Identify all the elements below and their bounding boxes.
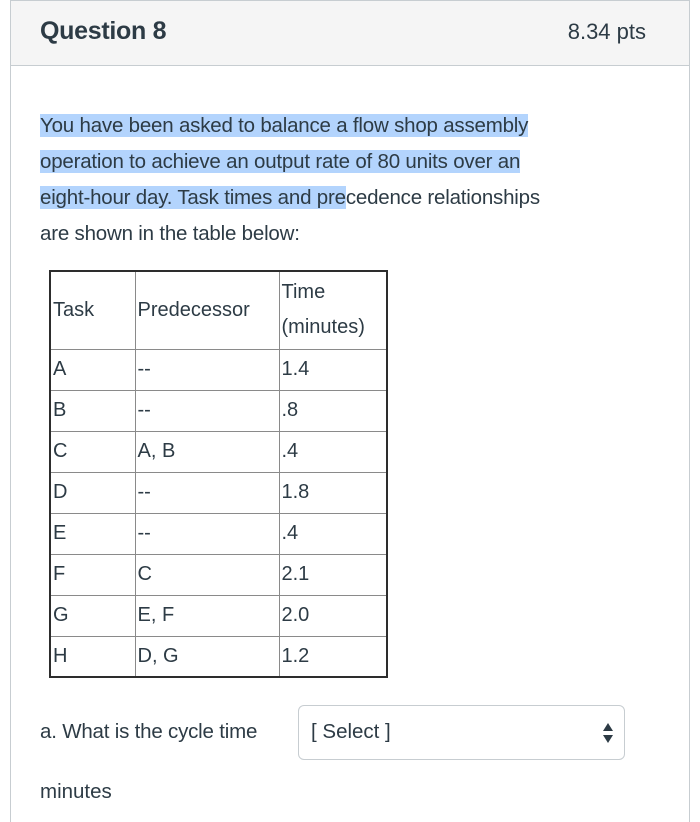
part-a-label: a. What is the cycle time	[40, 720, 258, 743]
prompt-line-2: operation to achieve an output rate of 80 units over an	[40, 150, 521, 173]
table-row	[50, 513, 387, 554]
cell-predecessor: --	[135, 472, 279, 513]
cell-time: .8	[279, 390, 387, 431]
cell-time: 1.8	[279, 472, 387, 513]
prompt-text	[40, 108, 640, 252]
header-predecessor: Predecessor	[135, 271, 279, 349]
prompt-line-4: are shown in the table below:	[40, 222, 300, 245]
cell-predecessor: --	[135, 349, 279, 390]
cell-time: 1.2	[279, 636, 387, 677]
cell-time: .4	[279, 513, 387, 554]
cell-task: A	[50, 349, 135, 390]
cell-task: H	[50, 636, 135, 677]
question-prompt	[40, 108, 640, 252]
table-row	[50, 349, 387, 390]
prompt-line-1: You have been asked to balance a flow shop assembly	[40, 114, 529, 137]
prompt-line-3-rest: cedence relationships	[345, 186, 540, 209]
table-row	[50, 431, 387, 472]
prompt-line-3-highlighted: eight-hour day. Task times and pre	[40, 186, 346, 209]
header-time-line2: (minutes)	[281, 316, 365, 339]
up-down-caret-icon	[602, 721, 614, 745]
header-time-line1: Time	[281, 281, 326, 304]
header-time	[279, 271, 387, 349]
cell-predecessor: A, B	[135, 431, 279, 472]
cell-predecessor: E, F	[135, 595, 279, 636]
cell-time: 2.0	[279, 595, 387, 636]
table-row	[50, 636, 387, 677]
table-row	[50, 390, 387, 431]
question-title: Question 8	[40, 17, 167, 45]
cell-time: 1.4	[279, 349, 387, 390]
cell-task: E	[50, 513, 135, 554]
cell-task: F	[50, 554, 135, 595]
table-header-row	[50, 271, 387, 349]
cycle-time-select[interactable]	[298, 705, 625, 760]
table-row	[50, 472, 387, 513]
cell-time: 2.1	[279, 554, 387, 595]
cell-task: B	[50, 390, 135, 431]
task-table	[49, 270, 388, 678]
part-a-units: minutes	[40, 780, 112, 803]
cell-predecessor: C	[135, 554, 279, 595]
cell-predecessor: --	[135, 390, 279, 431]
cell-task: D	[50, 472, 135, 513]
cell-task: C	[50, 431, 135, 472]
cell-time: .4	[279, 431, 387, 472]
table-row	[50, 595, 387, 636]
cell-predecessor: D, G	[135, 636, 279, 677]
header-task: Task	[50, 271, 135, 349]
select-value: [ Select ]	[311, 720, 391, 743]
question-card	[10, 0, 690, 822]
question-points: 8.34 pts	[567, 19, 646, 44]
question-header	[11, 0, 689, 66]
cell-predecessor: --	[135, 513, 279, 554]
table-row	[50, 554, 387, 595]
cell-task: G	[50, 595, 135, 636]
